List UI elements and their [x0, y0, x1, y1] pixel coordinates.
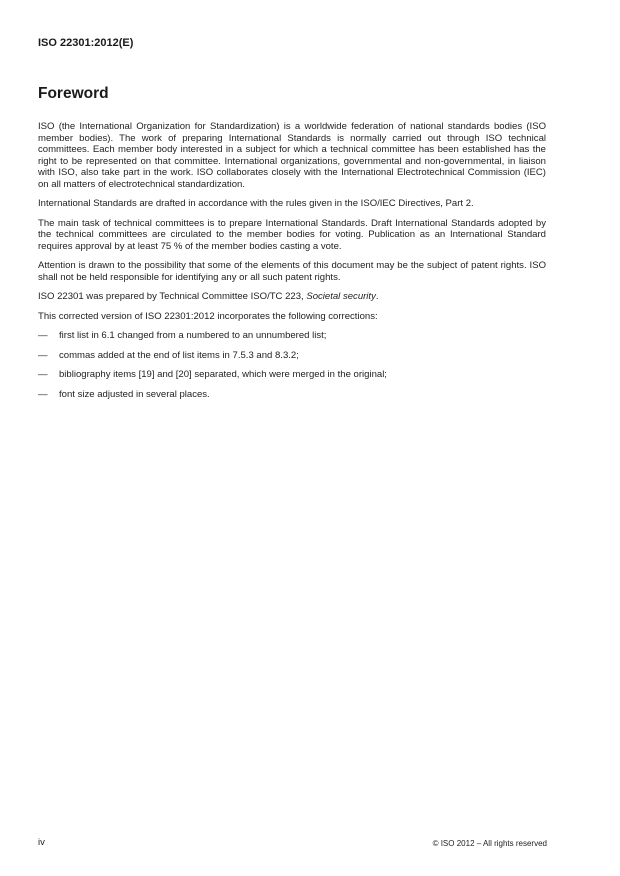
page-title: Foreword	[38, 85, 109, 102]
dash-bullet: —	[38, 330, 48, 341]
paragraph-iso-federation: ISO (the International Organization for Standardization) is a worldwide federation of national standards bodies (ISO member bodies). The work of preparing International Standards is normally carried out through ISO technical committees. Each member body interested in a subject for which a technical committee has been established has the right to be represented on that committee. International organizations, governmental and non-governmental, in liaison with ISO, also take part in the work. ISO collaborates closely with the International Electrotechnical Commission (IEC) on all matters of electrotechnical standardization.	[38, 121, 546, 190]
paragraph-prepared-by	[38, 291, 546, 303]
list-item-text: first list in 6.1 changed from a numbered to an unnumbered list;	[59, 330, 327, 341]
dash-bullet: —	[38, 388, 48, 400]
list-item-text: font size adjusted in several places.	[59, 388, 210, 400]
paragraph-patent-rights: Attention is drawn to the possibility that some of the elements of this document may be the subject of patent rights. ISO shall not be held responsible for identifying any or all such patent rights.	[38, 260, 546, 283]
list-item-text: bibliography items [19] and [20] separated, which were merged in the original;	[59, 369, 387, 380]
list-item	[38, 330, 546, 342]
paragraph-committees-task: The main task of technical committees is to prepare International Standards. Draft International Standards adopted by the technical committees are circulated to the member bodies for voting. Publication as an International Standard requires approval by at least 75 % of the member bodies casting a vote.	[38, 217, 546, 252]
prepared-by-end: .	[375, 291, 379, 302]
page-number: iv	[38, 837, 45, 848]
document-code: ISO 22301:2012(E)	[38, 37, 134, 49]
dash-bullet: —	[38, 349, 48, 361]
copyright-notice: © ISO 2012 – All rights reserved	[432, 839, 547, 848]
list-item	[38, 350, 546, 362]
prepared-by-text: ISO 22301 was prepared by Technical Committee ISO/TC 223,	[38, 291, 307, 302]
list-item	[38, 389, 546, 401]
dash-bullet: —	[38, 369, 48, 380]
list-item-text: commas added at the end of list items in 7.5.3 and 8.3.2;	[59, 349, 299, 361]
committee-title: Societal security	[306, 291, 376, 302]
foreword-body	[38, 121, 546, 408]
list-item	[38, 369, 546, 381]
paragraph-corrections-intro: This corrected version of ISO 22301:2012 incorporates the following corrections:	[38, 310, 378, 322]
paragraph-directives: International Standards are drafted in accordance with the rules given in the ISO/IEC Directives, Part 2.	[38, 198, 474, 209]
corrections-list	[38, 330, 546, 400]
